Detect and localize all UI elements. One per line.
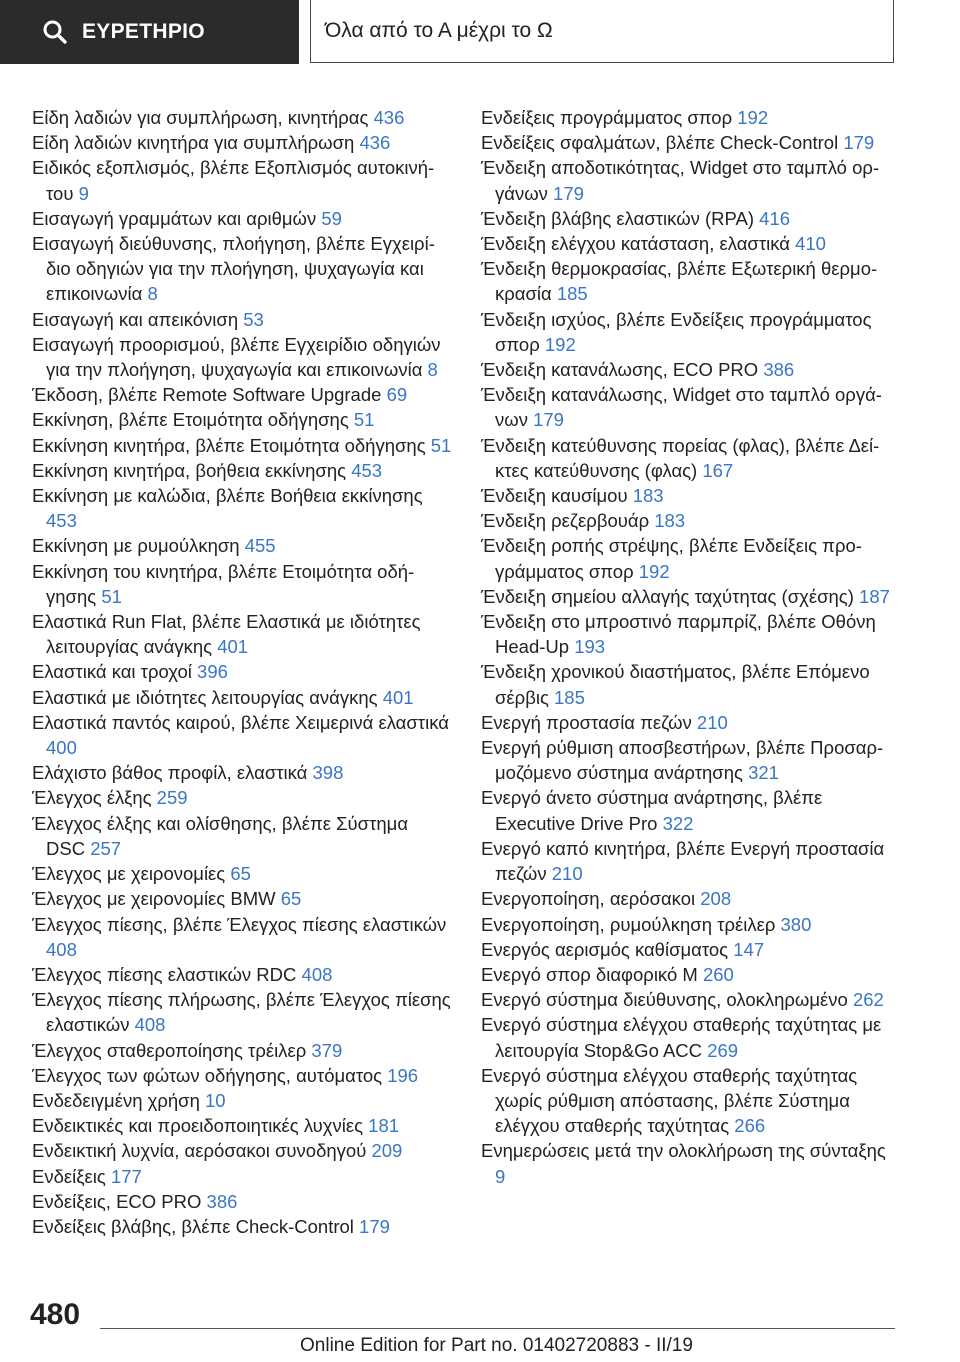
index-entry-text: Ενεργός αερισμός καθίσματος xyxy=(481,938,729,960)
index-entry xyxy=(32,861,452,886)
index-entry-text: Εισαγωγή διεύθυνσης, πλοήγηση, βλέπε Εγχειρίδιο οδηγιών για την πλοήγηση, ψυχαγωγία και επικοινωνία xyxy=(32,233,435,305)
index-entry-text: Έλεγχος πίεσης πλήρωσης, βλέπε Έλεγχος πίεσης ελαστικών xyxy=(32,989,451,1036)
index-entry xyxy=(32,1189,452,1214)
index-entry xyxy=(481,155,901,205)
index-tab-button[interactable] xyxy=(0,0,299,64)
page-reference-link[interactable]: 193 xyxy=(574,636,606,658)
page-reference-link[interactable]: 185 xyxy=(556,283,588,305)
page-reference-link[interactable]: 185 xyxy=(554,686,585,708)
index-entry-text: Ένδειξη χρονικού διαστήματος, βλέπε Επόμενο σέρβις xyxy=(481,661,870,708)
page-reference-link[interactable]: 208 xyxy=(700,888,732,910)
index-entry xyxy=(32,307,452,332)
index-entry xyxy=(32,760,452,785)
page-reference-link[interactable]: 51 xyxy=(430,434,452,456)
index-entry xyxy=(481,836,901,886)
page-reference-link[interactable]: 8 xyxy=(147,283,158,305)
index-entry-text: Ενεργή προστασία πεζών xyxy=(481,711,692,733)
page-reference-link[interactable]: 400 xyxy=(46,737,77,759)
index-entry xyxy=(32,1088,452,1113)
index-entry xyxy=(481,735,901,785)
page-reference-link[interactable]: 259 xyxy=(156,787,188,809)
index-entry xyxy=(32,130,452,155)
index-tab-label: ΕΥΡΕΤΗΡΙΟ xyxy=(82,20,205,43)
index-entry-text: Εκκίνηση κινητήρα, βοήθεια εκκίνησης xyxy=(32,459,347,481)
index-entry xyxy=(32,206,452,231)
page-reference-link[interactable]: 192 xyxy=(544,333,576,355)
index-entry xyxy=(32,382,452,407)
index-column-right xyxy=(481,105,901,1189)
index-entry xyxy=(32,962,452,987)
page-reference-link[interactable]: 210 xyxy=(696,711,728,733)
index-entry-text: Ένδειξη κατανάλωσης, Widget στο ταμπλό οργάνων xyxy=(481,384,882,431)
index-entry-text: Ενεργό σπορ διαφορικό M xyxy=(481,963,698,985)
index-entry-text: Ενεργό σύστημα ελέγχου σταθερής ταχύτητας με λειτουργία Stop&Go ACC xyxy=(481,1014,882,1061)
index-column-left xyxy=(32,105,452,1239)
index-entry xyxy=(481,1012,901,1062)
index-entry xyxy=(32,685,452,710)
index-entry-text: Ενδεδειγμένη χρήση xyxy=(32,1089,200,1111)
index-entry-text: Είδη λαδιών για συμπλήρωση, κινητήρας xyxy=(32,107,369,128)
index-entry xyxy=(481,710,901,735)
index-entry-text: Έλεγχος σταθεροποίησης τρέιλερ xyxy=(32,1039,307,1061)
index-entry-text: Ένδειξη αποδοτικότητας, Widget στο ταμπλό οργάνων xyxy=(481,157,880,204)
index-entry xyxy=(32,105,452,130)
index-entry-text: Ένδειξη σημείου αλλαγής ταχύτητας (σχέσης) xyxy=(481,585,854,607)
index-entry xyxy=(32,1063,452,1088)
page-reference-link[interactable]: 177 xyxy=(110,1165,142,1187)
index-entry-text: Έλεγχος πίεσης ελαστικών RDC xyxy=(32,963,297,985)
search-icon xyxy=(42,19,68,45)
index-entry xyxy=(481,206,901,231)
page-reference-link[interactable]: 51 xyxy=(101,585,122,607)
page-reference-link[interactable]: 196 xyxy=(387,1064,419,1086)
page-reference-link[interactable]: 51 xyxy=(353,409,375,431)
index-entry xyxy=(32,710,452,760)
page-reference-link[interactable]: 65 xyxy=(280,888,302,910)
page-reference-link[interactable]: 183 xyxy=(632,485,664,507)
index-entry-text: Ένδειξη καυσίμου xyxy=(481,485,628,507)
index-entry-text: Ενεργοποίηση, αερόσακοι xyxy=(481,888,696,910)
index-entry-text: Ένδειξη ροπής στρέψης, βλέπε Ενδείξεις προγράμματος σπορ xyxy=(481,535,862,582)
index-entry-text: Ένδειξη ρεζερβουάρ xyxy=(481,510,650,532)
index-entry xyxy=(481,987,901,1012)
index-entry-text: Ενεργό καπό κινητήρα, βλέπε Ενεργή προστασία πεζών xyxy=(481,837,885,885)
index-entry-text: Ενεργή ρύθμιση αποσβεστήρων, βλέπε Προσαρμοζόμενο σύστημα ανάρτησης xyxy=(481,737,884,784)
index-entry-text: Ενδείξεις βλάβης, βλέπε Check-Control xyxy=(32,1215,354,1237)
page-reference-link[interactable]: 410 xyxy=(795,233,826,255)
index-entry xyxy=(481,912,901,937)
section-title-box[interactable] xyxy=(310,0,894,63)
page-reference-link[interactable]: 416 xyxy=(759,207,791,229)
page-reference-link[interactable]: 408 xyxy=(134,1014,166,1036)
index-entry xyxy=(481,584,901,609)
page-reference-link[interactable]: 187 xyxy=(859,585,890,607)
index-entry-text: Ενεργό σύστημα ελέγχου σταθερής ταχύτητας χωρίς ρύθμιση απόστασης, βλέπε Σύστημα ελέγχου σταθερής ταχύτητας xyxy=(481,1064,858,1137)
index-entry xyxy=(32,659,452,684)
index-entry-text: Εκκίνηση κινητήρα, βλέπε Ετοιμότητα οδήγησης xyxy=(32,434,426,456)
index-entry-text: Εκκίνηση με ρυμούλκηση xyxy=(32,535,240,557)
index-entry xyxy=(481,307,901,357)
index-entry-text: Εισαγωγή και απεικόνιση xyxy=(32,308,239,330)
index-entry-text: Έλεγχος με χειρονομίες BMW xyxy=(32,888,276,910)
index-entry xyxy=(32,433,452,458)
index-entry-text: Είδη λαδιών κινητήρα για συμπλήρωση xyxy=(32,132,355,154)
index-entry-text: Ένδειξη στο μπροστινό παρμπρίζ, βλέπε Οθόνη Head-Up xyxy=(481,611,876,658)
index-entry xyxy=(32,1113,452,1138)
index-entry xyxy=(481,105,901,130)
index-entry-text: Ελαστικά Run Flat, βλέπε Ελαστικά με ιδιότητες λειτουργίας ανάγκης xyxy=(32,611,421,658)
index-entry-text: Έλεγχος πίεσης, βλέπε Έλεγχος πίεσης ελαστικών xyxy=(32,913,447,935)
index-entry-text: Έλεγχος των φώτων οδήγησης, αυτόματος xyxy=(32,1064,383,1086)
page-reference-link[interactable]: 260 xyxy=(702,963,734,985)
index-entry xyxy=(32,811,452,861)
page-reference-link[interactable]: 9 xyxy=(495,1165,506,1187)
page-reference-link[interactable]: 9 xyxy=(78,182,89,204)
page-reference-link[interactable]: 183 xyxy=(654,510,686,532)
page-number: 480 xyxy=(30,1298,81,1331)
index-entry-text: Ένδειξη ελέγχου κατάσταση, ελαστικά xyxy=(481,233,790,255)
page-reference-link[interactable]: 59 xyxy=(321,207,342,229)
index-entry-text: Έλεγχος με χειρονομίες xyxy=(32,863,226,885)
index-entry-text: Ελαστικά και τροχοί xyxy=(32,661,192,683)
page-reference-link[interactable]: 179 xyxy=(533,409,564,431)
index-entry-text: Ενημερώσεις μετά την ολοκλήρωση της σύνταξης xyxy=(481,1140,886,1162)
page-reference-link[interactable]: 401 xyxy=(382,686,414,708)
page-reference-link[interactable]: 322 xyxy=(662,812,694,834)
index-entry-text: Ελαστικά με ιδιότητες λειτουργίας ανάγκης xyxy=(32,686,378,708)
page-reference-link[interactable]: 386 xyxy=(763,359,795,381)
page-reference-link[interactable]: 8 xyxy=(427,359,438,381)
page-reference-link[interactable]: 455 xyxy=(244,535,276,557)
edition-note: Online Edition for Part no. 01402720883 - II/19 xyxy=(300,1335,693,1356)
index-entry xyxy=(481,1063,901,1139)
page-reference-link[interactable]: 181 xyxy=(368,1115,400,1137)
index-entry-text: Έλεγχος έλξης xyxy=(32,787,152,809)
page-reference-link[interactable]: 269 xyxy=(707,1039,739,1061)
index-entry xyxy=(32,483,452,533)
section-title: Όλα από το Α μέχρι το Ω xyxy=(325,19,553,42)
index-entry-text: Ενδείξεις σφαλμάτων, βλέπε Check-Control xyxy=(481,132,839,154)
index-entry-text: Ειδικός εξοπλισμός, βλέπε Εξοπλισμός αυτοκινήτου xyxy=(32,157,435,204)
index-entry xyxy=(32,886,452,911)
page-reference-link[interactable]: 386 xyxy=(206,1190,238,1212)
index-entry xyxy=(32,609,452,659)
index-entry-text: Ενεργοποίηση, ρυμούλκηση τρέιλερ xyxy=(481,913,776,935)
index-entry-text: Εκκίνηση του κινητήρα, βλέπε Ετοιμότητα οδήγησης xyxy=(32,560,415,607)
page-reference-link[interactable]: 262 xyxy=(852,989,884,1011)
index-entry-text: Εκκίνηση με καλώδια, βλέπε Βοήθεια εκκίνησης xyxy=(32,485,423,507)
index-entry-text: Ενεργό σύστημα διεύθυνσης, ολοκληρωμένο xyxy=(481,989,848,1011)
index-entry-text: Εκκίνηση, βλέπε Ετοιμότητα οδήγησης xyxy=(32,409,349,431)
index-entry xyxy=(32,912,452,962)
index-entry xyxy=(481,508,901,533)
index-entry-text: Ένδειξη κατανάλωσης, ECO PRO xyxy=(481,359,759,381)
index-entry xyxy=(481,533,901,583)
index-entry xyxy=(481,357,901,382)
index-entry xyxy=(481,937,901,962)
index-entry xyxy=(481,659,901,709)
index-entry xyxy=(32,332,452,382)
index-entry-text: Ενδείξεις προγράμματος σπορ xyxy=(481,107,733,128)
index-entry xyxy=(32,1038,452,1063)
index-entry xyxy=(32,458,452,483)
page-reference-link[interactable]: 147 xyxy=(733,938,765,960)
index-entry xyxy=(32,533,452,558)
page-reference-link[interactable]: 179 xyxy=(359,1215,390,1237)
page-reference-link[interactable]: 453 xyxy=(46,510,77,532)
page-reference-link[interactable]: 436 xyxy=(373,107,405,128)
page-reference-link[interactable]: 257 xyxy=(90,837,122,859)
page-reference-link[interactable]: 192 xyxy=(737,107,769,128)
page-reference-link[interactable]: 179 xyxy=(843,132,875,154)
index-entry xyxy=(481,130,901,155)
index-entry xyxy=(32,1164,452,1189)
page-reference-link[interactable]: 10 xyxy=(205,1089,226,1111)
index-entry-text: Έκδοση, βλέπε Remote Software Upgrade xyxy=(32,384,382,406)
index-entry xyxy=(481,886,901,911)
page-reference-link[interactable]: 210 xyxy=(551,863,583,885)
index-entry xyxy=(481,962,901,987)
page-reference-link[interactable]: 167 xyxy=(702,459,734,481)
page-reference-link[interactable]: 401 xyxy=(217,636,249,658)
page-reference-link[interactable]: 436 xyxy=(359,132,391,154)
index-entry xyxy=(32,987,452,1037)
index-entry xyxy=(481,256,901,306)
index-entry-text: Ελαστικά παντός καιρού, βλέπε Χειμερινά ελαστικά xyxy=(32,711,449,733)
page-reference-link[interactable]: 453 xyxy=(351,459,383,481)
index-entry-text: Ενδεικτική λυχνία, αερόσακοι συνοδηγού xyxy=(32,1140,367,1162)
index-entry-text: Ενδείξεις xyxy=(32,1165,106,1187)
page-reference-link[interactable]: 408 xyxy=(46,938,77,960)
index-entry-text: Ένδειξη ισχύος, βλέπε Ενδείξεις προγράμματος σπορ xyxy=(481,308,872,355)
page-reference-link[interactable]: 321 xyxy=(748,762,779,784)
index-entry-text: Ελάχιστο βάθος προφίλ, ελαστικά xyxy=(32,762,308,784)
index-entry xyxy=(32,155,452,205)
index-entry-text: Εισαγωγή γραμμάτων και αριθμών xyxy=(32,207,317,229)
index-entry-text: Ενδεικτικές και προειδοποιητικές λυχνίες xyxy=(32,1115,364,1137)
header xyxy=(0,0,960,66)
index-entry-text: Ένδειξη βλάβης ελαστικών (RPA) xyxy=(481,207,755,229)
page-reference-link[interactable]: 398 xyxy=(312,762,344,784)
index-entry xyxy=(32,407,452,432)
index-entry-text: Ενδείξεις, ECO PRO xyxy=(32,1190,202,1212)
index-entry xyxy=(32,231,452,307)
index-entry-text: Ενεργό άνετο σύστημα ανάρτησης, βλέπε Executive Drive Pro xyxy=(481,787,823,834)
index-entry-text: Εισαγωγή προορισμού, βλέπε Εγχειρίδιο οδηγιών για την πλοήγηση, ψυχαγωγία και επικοινωνία xyxy=(32,333,441,381)
index-entry xyxy=(32,785,452,810)
page-reference-link[interactable]: 380 xyxy=(780,913,812,935)
page-reference-link[interactable]: 379 xyxy=(311,1039,343,1061)
index-entry xyxy=(481,433,901,483)
index-entry xyxy=(481,785,901,835)
index-entry xyxy=(32,1214,452,1239)
index-entry xyxy=(481,231,901,256)
footer-divider xyxy=(100,1328,895,1329)
index-entry xyxy=(481,483,901,508)
page-reference-link[interactable]: 209 xyxy=(371,1140,403,1162)
index-entry xyxy=(481,382,901,432)
page-reference-link[interactable]: 179 xyxy=(553,182,584,204)
page-reference-link[interactable]: 266 xyxy=(734,1115,766,1137)
page-reference-link[interactable]: 408 xyxy=(301,963,333,985)
page-reference-link[interactable]: 65 xyxy=(230,863,251,885)
page-reference-link[interactable]: 192 xyxy=(638,560,670,582)
index-entry xyxy=(32,559,452,609)
index-entry-text: Έλεγχος έλξης και ολίσθησης, βλέπε Σύστημα DSC xyxy=(32,812,409,859)
page-reference-link[interactable]: 69 xyxy=(386,384,408,406)
index-entry xyxy=(32,1138,452,1163)
index-entry-text: Ένδειξη θερμοκρασίας, βλέπε Εξωτερική θερμοκρασία xyxy=(481,258,878,305)
index-entry-text: Ένδειξη κατεύθυνσης πορείας (φλας), βλέπε Δείκτες κατεύθυνσης (φλας) xyxy=(481,434,880,481)
index-entry xyxy=(481,609,901,659)
page-reference-link[interactable]: 53 xyxy=(243,308,264,330)
index-entry xyxy=(481,1138,901,1188)
page-reference-link[interactable]: 396 xyxy=(197,661,228,683)
